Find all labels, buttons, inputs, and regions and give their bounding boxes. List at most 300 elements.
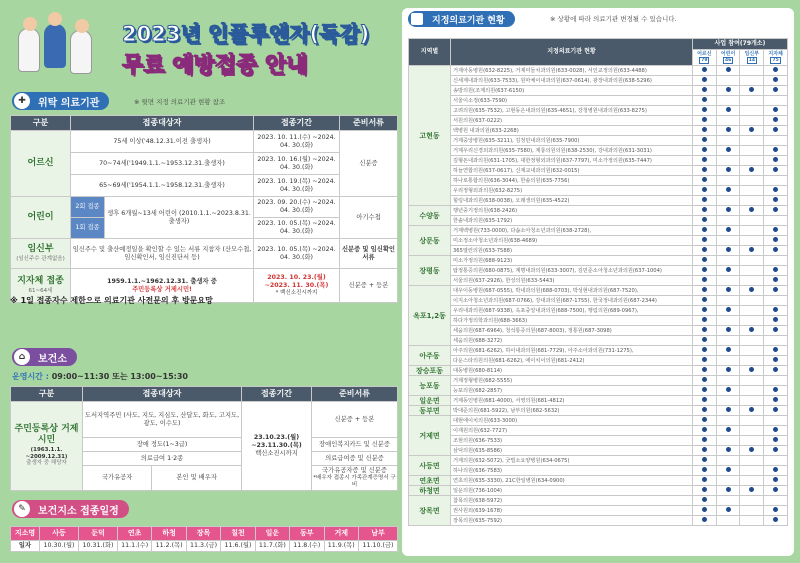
clinic-name: 힐링내과의원(638-0038), 오래생의원(635-4522) [451, 196, 693, 206]
participation-cell [764, 136, 788, 146]
participation-cell [740, 126, 764, 136]
participation-cell [692, 86, 716, 96]
participation-cell [764, 496, 788, 506]
check-dot-icon [726, 267, 731, 272]
col-header: 구분 [11, 116, 71, 131]
check-dot-icon [726, 307, 731, 312]
participation-cell [740, 326, 764, 336]
header-label: 지정의료기관 현황 [432, 16, 505, 26]
area-cell: 능포동 [409, 376, 451, 396]
check-dot-icon [702, 297, 707, 302]
participation-cell [692, 356, 716, 366]
participation-cell [740, 306, 764, 316]
target-cell: 의료급여 1·2종 [83, 452, 242, 466]
clinic-name: 이재원의원(632-7727) [451, 426, 693, 436]
participation-cell [692, 156, 716, 166]
participation-cell [692, 66, 716, 76]
left-panel [10, 8, 398, 556]
participation-cell [692, 396, 716, 406]
participation-cell [740, 476, 764, 486]
page-subtitle: 무료 예방접종 안내 [122, 53, 308, 78]
col-header: 준비서류 [312, 387, 398, 402]
branch-schedule-table [10, 526, 398, 552]
participation-cell [692, 106, 716, 116]
title-banner [10, 8, 398, 80]
clinic-name: 참목의원(638-5972) [451, 496, 693, 506]
target-highlight: 주민등록상 거제시민! [132, 285, 192, 293]
participation-cell [716, 146, 740, 156]
participation-cell [692, 366, 716, 376]
clinic-name: 거제아동병원(632-8225), 거제미들치과의원(633-0028), 서인교정의원(633-4488) [451, 66, 693, 76]
group-cell [11, 239, 71, 269]
check-dot-icon [726, 127, 731, 132]
check-dot-icon [749, 487, 754, 492]
participation-cell [716, 106, 740, 116]
participation-cell [716, 186, 740, 196]
branch-name: 칠천 [221, 527, 255, 541]
docs-cell: 의료급여증 및 신분증 [312, 452, 398, 466]
participation-cell [740, 146, 764, 156]
branch-name: 장목 [186, 527, 220, 541]
check-dot-icon [773, 487, 778, 492]
participation-cell [740, 86, 764, 96]
target-cell: 70~74세('1949.1.1.~1953.12.31.출생자) [71, 153, 254, 175]
check-dot-icon [702, 157, 707, 162]
participation-cell [692, 166, 716, 176]
period-cell: 2023. 10. 16.(월) ~2024. 04. 30.(화) [254, 153, 340, 175]
check-dot-icon [773, 227, 778, 232]
syringe-icon: ✎ [14, 501, 30, 517]
header-note: ※ 상황에 따라 의료기관 변경될 수 있습니다. [550, 15, 677, 23]
check-dot-icon [773, 247, 778, 252]
check-dot-icon [702, 407, 707, 412]
participation-cell [764, 236, 788, 246]
participation-cell [692, 276, 716, 286]
type-header [740, 49, 764, 66]
check-dot-icon [773, 437, 778, 442]
clinic-name: 연초의원(635-3330), 21C한일병원(634-0900) [451, 476, 693, 486]
check-dot-icon [749, 327, 754, 332]
participation-cell [764, 306, 788, 316]
clinic-name: 장목의원(635-7592) [451, 516, 693, 526]
participation-cell [764, 146, 788, 156]
dose-cell: 1회 접종 [71, 218, 105, 239]
participation-cell [716, 286, 740, 296]
participation-cell [764, 426, 788, 436]
check-dot-icon [773, 517, 778, 522]
branch-date: 11.7.(화) [255, 540, 289, 551]
col-header: 사업 참여(79개소) [692, 39, 787, 50]
participation-cell [692, 426, 716, 436]
participation-cell [764, 76, 788, 86]
area-cell: 하청면 [409, 486, 451, 496]
group-sub: 61~64세 [28, 287, 53, 294]
check-dot-icon [702, 197, 707, 202]
participation-cell [716, 266, 740, 276]
participation-cell [764, 386, 788, 396]
branch-date: 10.30.(월) [39, 540, 78, 551]
check-dot-icon [773, 157, 778, 162]
participation-cell [764, 476, 788, 486]
group-label: 지자체 접종 [17, 276, 64, 287]
participation-cell [764, 166, 788, 176]
participation-cell [740, 376, 764, 386]
participation-cell [764, 446, 788, 456]
type-count: 46 [724, 57, 732, 63]
group-cell: 어르신 [11, 131, 71, 197]
participation-cell [740, 196, 764, 206]
row-header: 지소명 [11, 527, 40, 541]
clinic-name: 하다가정의학과의원(688-3663) [451, 316, 693, 326]
participation-cell [716, 466, 740, 476]
participation-cell [692, 206, 716, 216]
participation-cell [692, 236, 716, 246]
col-header: 접종대상자 [71, 116, 254, 131]
section-branch-schedule [12, 500, 129, 518]
type-label: 어린이 [720, 50, 736, 57]
clinic-name: 하늘연합의원(637-0617), 신재교내과의원(632-0015) [451, 166, 693, 176]
participation-cell [764, 486, 788, 496]
area-cell: 장평동 [409, 256, 451, 286]
check-dot-icon [702, 347, 707, 352]
check-dot-icon [702, 457, 707, 462]
check-dot-icon [726, 427, 731, 432]
type-count: 14 [748, 57, 755, 63]
check-dot-icon [749, 247, 754, 252]
docs-cell: 아기수첩 [340, 197, 398, 239]
clinic-name: 세움의원(688-3272) [451, 336, 693, 346]
check-dot-icon [773, 107, 778, 112]
check-dot-icon [773, 67, 778, 72]
check-dot-icon [702, 287, 707, 292]
branch-name: 남부 [358, 527, 397, 541]
designated-clinic-table [408, 38, 788, 526]
type-header [764, 49, 788, 66]
check-dot-icon [702, 277, 707, 282]
participation-cell [764, 116, 788, 126]
participation-cell [692, 266, 716, 276]
check-dot-icon [749, 407, 754, 412]
hospital-icon: ✚ [14, 93, 30, 109]
check-dot-icon [773, 327, 778, 332]
participation-cell [716, 216, 740, 226]
participation-cell [716, 346, 740, 356]
participation-cell [692, 416, 716, 426]
participation-cell [692, 116, 716, 126]
check-dot-icon [726, 447, 731, 452]
docs-cell: 신분증 + 등본 [312, 402, 398, 438]
col-header: 구분 [11, 387, 83, 402]
clinic-name: 거제동인병원(681-4000), 서영의원(681-4812) [451, 396, 693, 406]
clinic-name: 한솔내과의원(635-1792) [451, 216, 693, 226]
check-dot-icon [749, 207, 754, 212]
page-title: 2023년 인플루엔자(독감) [122, 22, 370, 46]
check-dot-icon [702, 137, 707, 142]
check-dot-icon [726, 367, 731, 372]
participation-cell [740, 426, 764, 436]
check-dot-icon [702, 387, 707, 392]
check-dot-icon [702, 247, 707, 252]
participation-cell [692, 456, 716, 466]
participation-cell [764, 226, 788, 236]
participation-cell [740, 386, 764, 396]
branch-name: 연초 [117, 527, 151, 541]
participation-cell [716, 396, 740, 406]
participation-cell [764, 176, 788, 186]
participation-cell [740, 506, 764, 516]
branch-date: 10.31.(화) [78, 540, 117, 551]
check-dot-icon [702, 417, 707, 422]
check-dot-icon [773, 307, 778, 312]
clinic-name: 거제의원(632-5072), 굿빌소요양병원(634-0675) [451, 456, 693, 466]
check-dot-icon [726, 387, 731, 392]
participation-cell [740, 356, 764, 366]
branch-date: 11.1.(수) [117, 540, 151, 551]
participation-cell [764, 216, 788, 226]
group-sub: (임신주수 관계없음) [16, 255, 65, 262]
participation-cell [692, 466, 716, 476]
participation-cell [692, 126, 716, 136]
target-cell: 임신주수 및 출산예정일을 확인할 수 있는 서류 지참자 (산모수첩, 임신확인서, 임신진단서 등) [71, 239, 254, 269]
building-icon: ⌂ [14, 349, 30, 365]
participation-cell [716, 366, 740, 376]
check-dot-icon [702, 467, 707, 472]
designated-title [408, 11, 515, 27]
check-dot-icon [726, 507, 731, 512]
check-dot-icon [749, 367, 754, 372]
participation-cell [716, 126, 740, 136]
check-dot-icon [726, 187, 731, 192]
type-header [692, 49, 716, 66]
check-dot-icon [773, 117, 778, 122]
participation-cell [740, 456, 764, 466]
participation-cell [740, 66, 764, 76]
participation-cell [716, 316, 740, 326]
clinic-name: 대현에이치의원(633-3000) [451, 416, 693, 426]
check-dot-icon [702, 317, 707, 322]
participation-cell [716, 76, 740, 86]
participation-cell [764, 156, 788, 166]
participation-cell [716, 356, 740, 366]
check-dot-icon [702, 167, 707, 172]
check-dot-icon [702, 67, 707, 72]
participation-cell [764, 506, 788, 516]
participation-cell [692, 136, 716, 146]
check-dot-icon [773, 477, 778, 482]
target-cell: 국가유공자 [83, 466, 152, 491]
check-dot-icon [726, 67, 731, 72]
participation-cell [764, 86, 788, 96]
participation-cell [692, 476, 716, 486]
participation-cell [692, 286, 716, 296]
right-panel [402, 8, 794, 556]
participation-cell [740, 96, 764, 106]
docs-cell: 신분증 + 등본 [340, 269, 398, 303]
clinic-name: 미소가정의원(688-9123) [451, 256, 693, 266]
clinic-name: 대우이동병원(687-0555), 박내과의원(688-0703), 박성현내과의원(687-7520), [451, 286, 693, 296]
target-cell: 65~69세('1954.1.1.~1958.12.31.출생자) [71, 175, 254, 197]
participation-cell [764, 356, 788, 366]
col-header: 준비서류 [340, 116, 398, 131]
check-dot-icon [702, 507, 707, 512]
clinic-name: 행년중기정의원(638-2426) [451, 206, 693, 216]
target-cell: 도서지역주민 (사도, 지도, 지심도, 산달도, 화도, 고지도, 광도, 이수도) [83, 402, 242, 438]
check-dot-icon [702, 307, 707, 312]
period-cell: 2023. 10. 05.(목) ~2024. 04. 30.(화) [254, 239, 340, 269]
clinic-name: 우리내과의원(687-9338), 옥포중앙내과의원(688-7500), 행림의원(689-0967), [451, 306, 693, 316]
clinic-name: 다운스타의원의원(681-6262), 에이치이의원(681-2412) [451, 356, 693, 366]
section-label: 보건지소 접종일정 [38, 506, 119, 517]
participation-cell [716, 246, 740, 256]
target-cell: 75세 이상('48.12.31.이전 출생자) [71, 131, 254, 153]
period-note: * 백신소진시까지 [275, 289, 318, 296]
participation-cell [692, 516, 716, 526]
check-dot-icon [702, 207, 707, 212]
participation-cell [740, 206, 764, 216]
branch-date: 11.10.(금) [358, 540, 397, 551]
area-cell: 장승포동 [409, 366, 451, 376]
participation-cell [692, 446, 716, 456]
col-header: 지역별 [409, 39, 451, 66]
participation-cell [764, 366, 788, 376]
docs-cell: 신분증 및 임신확인서류 [340, 239, 398, 269]
check-dot-icon [702, 427, 707, 432]
branch-date: 11.8.(수) [290, 540, 324, 551]
participation-cell [692, 506, 716, 516]
branch-date: 11.3.(금) [186, 540, 220, 551]
period-cell [254, 269, 340, 303]
dose-cell: 2회 접종 [71, 197, 105, 218]
participation-cell [740, 516, 764, 526]
check-dot-icon [773, 167, 778, 172]
participation-cell [764, 346, 788, 356]
check-dot-icon [702, 477, 707, 482]
health-center-table [10, 386, 398, 491]
check-dot-icon [726, 327, 731, 332]
participation-cell [764, 256, 788, 266]
check-dot-icon [702, 237, 707, 242]
participation-cell [764, 196, 788, 206]
participation-cell [740, 366, 764, 376]
participation-cell [716, 426, 740, 436]
participation-cell [764, 316, 788, 326]
row-header: 일자 [11, 540, 40, 551]
participation-cell [692, 346, 716, 356]
participation-cell [740, 346, 764, 356]
docs-note: *배우자 접종시 가족관계증명서 구비 [313, 474, 396, 488]
participation-cell [764, 456, 788, 466]
participation-cell [716, 406, 740, 416]
target-line: 1959.1.1.~1962.12.31. 출생자 중 [107, 277, 217, 285]
area-cell: 장목면 [409, 496, 451, 526]
group-label: 주민등록상 거제시민 [14, 424, 79, 446]
clinic-name: 거제정형병원(682-5555) [451, 376, 693, 386]
area-cell: 아주동 [409, 346, 451, 366]
participation-cell [740, 176, 764, 186]
participation-cell [692, 486, 716, 496]
period-cell [242, 402, 312, 491]
participation-cell [740, 316, 764, 326]
check-dot-icon [702, 117, 707, 122]
hours-value: 09:00~11:30 또는 13:00~15:30 [51, 372, 188, 381]
check-dot-icon [749, 87, 754, 92]
period-cell: 2023. 10. 05.(목) ~2024. 04. 30.(화) [254, 218, 340, 239]
check-dot-icon [749, 287, 754, 292]
check-dot-icon [702, 87, 707, 92]
clinic-name: 송방의원(조계의원(637-6150) [451, 86, 693, 96]
participation-cell [764, 126, 788, 136]
area-cell: 거제면 [409, 416, 451, 456]
check-dot-icon [773, 367, 778, 372]
check-dot-icon [702, 357, 707, 362]
clinic-name: 아주의원(681-6262), 하이내과의원(681-7729), 아주소아과의원(731-1275), [451, 346, 693, 356]
check-dot-icon [773, 387, 778, 392]
check-dot-icon [702, 227, 707, 232]
check-dot-icon [702, 337, 707, 342]
participation-cell [764, 396, 788, 406]
clinic-name: 일운의원(736-1004) [451, 486, 693, 496]
section-health-center [12, 348, 77, 366]
participation-cell [716, 386, 740, 396]
clinic-name: 서울의원(637-2926), 한성의원(633-5443) [451, 276, 693, 286]
participation-cell [716, 326, 740, 336]
participation-cell [740, 106, 764, 116]
col-header: 접종대상자 [83, 387, 242, 402]
participation-cell [740, 226, 764, 236]
participation-cell [764, 66, 788, 76]
participation-cell [764, 246, 788, 256]
participation-cell [716, 456, 740, 466]
participation-cell [692, 336, 716, 346]
check-dot-icon [749, 127, 754, 132]
clinic-name: 탑정통증의원(680-0875), 계명내과의원(633-3007), 김민준소아청소년과의원(637-1004) [451, 266, 693, 276]
participation-cell [764, 296, 788, 306]
branch-name: 동부 [290, 527, 324, 541]
participation-cell [740, 186, 764, 196]
participation-cell [764, 436, 788, 446]
visit-notice: ※ 1일 접종자수 제한으로 의료기관 사전문의 후 방문요망 [10, 296, 213, 305]
participation-cell [764, 416, 788, 426]
check-dot-icon [773, 317, 778, 322]
operating-hours [12, 371, 188, 382]
participation-cell [716, 516, 740, 526]
check-dot-icon [726, 207, 731, 212]
group-sub: (1963.1.1. ~2009.12.31) [25, 446, 68, 460]
check-dot-icon [726, 247, 731, 252]
participation-cell [716, 136, 740, 146]
participation-cell [716, 446, 740, 456]
period-note: 백신소진시까지 [255, 449, 298, 457]
participation-cell [692, 306, 716, 316]
clinic-name: 백병원 내과의원(633-2268) [451, 126, 693, 136]
check-dot-icon [773, 357, 778, 362]
participation-cell [692, 316, 716, 326]
participation-cell [716, 156, 740, 166]
participation-cell [740, 216, 764, 226]
check-dot-icon [726, 107, 731, 112]
clinic-name: 서울이소정(633-7590) [451, 96, 693, 106]
check-dot-icon [702, 147, 707, 152]
check-dot-icon [702, 377, 707, 382]
participation-cell [692, 226, 716, 236]
check-dot-icon [702, 497, 707, 502]
clinic-name: 거제중앙병원(635-3211), 김정민내과의원(635-7900) [451, 136, 693, 146]
check-dot-icon [702, 257, 707, 262]
target-cell: 장애 정도(1~3급) [83, 438, 242, 452]
doctor-illustration-icon [18, 28, 40, 72]
participation-cell [716, 96, 740, 106]
hospital-building-icon [411, 13, 423, 25]
